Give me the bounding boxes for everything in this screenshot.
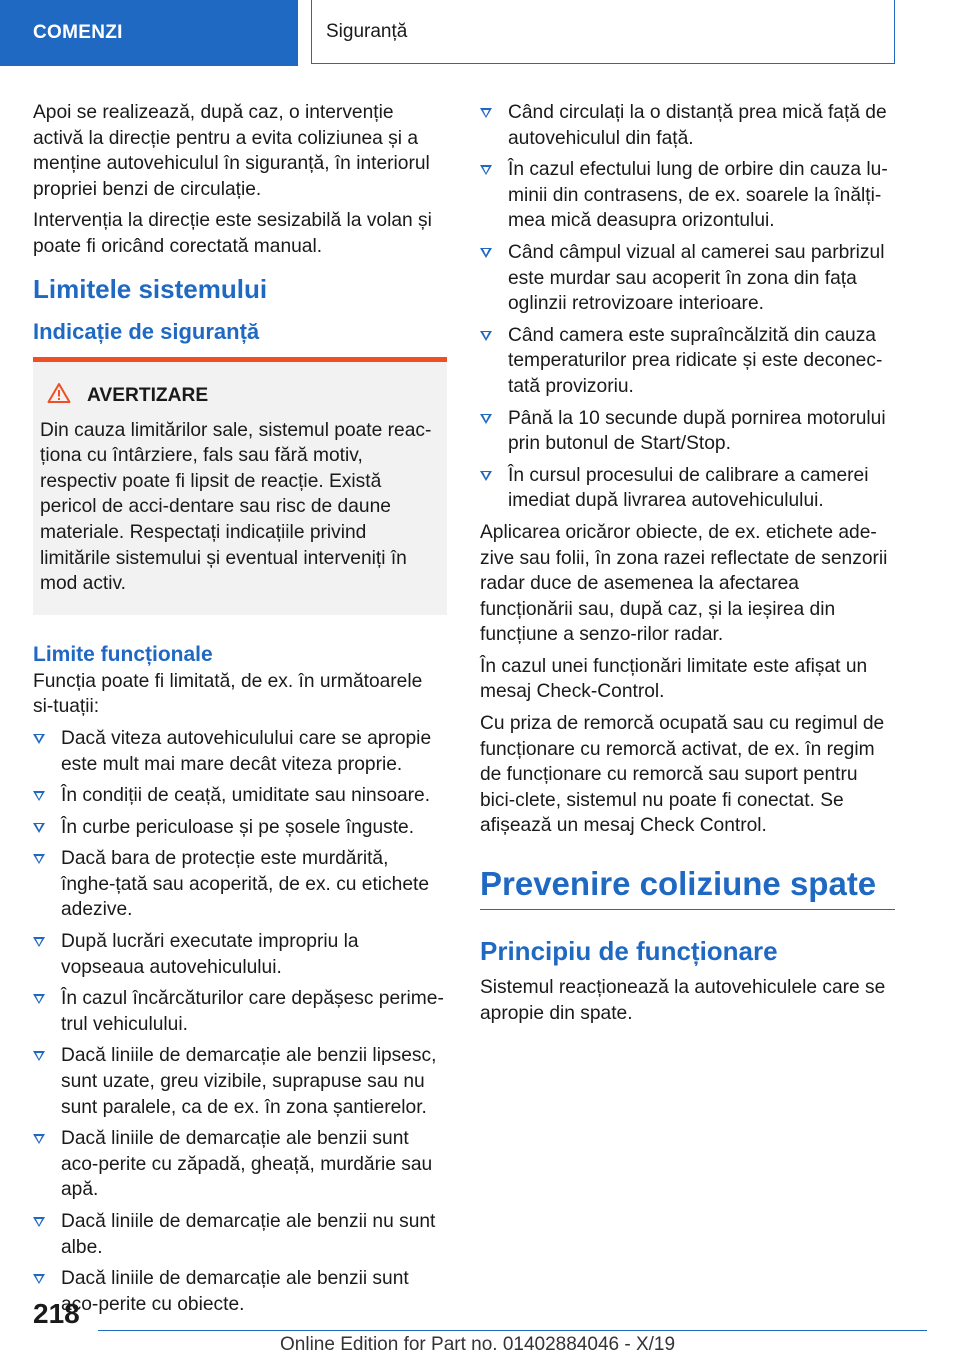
- triangle-bullet-icon: [33, 1274, 45, 1284]
- section-title: Siguranță: [311, 0, 895, 64]
- warning-triangle-icon: [47, 382, 71, 410]
- radar-paragraph: Aplicarea oricăror obiecte, de ex. etichete ade-zive sau folii, în zona razei reflectate de senzorii radar duce de asemenea la afectarea funcționării sau, după caz, și la ieșirea din funcțiune a senzo-rilor radar.: [480, 521, 888, 646]
- list-item: În curbe periculoase și pe șosele înguste.: [33, 815, 447, 841]
- list-item: În condiții de ceață, umiditate sau ninsoare.: [33, 783, 447, 809]
- triangle-bullet-icon: [33, 734, 45, 744]
- triangle-bullet-icon: [33, 854, 45, 864]
- list-item: Dacă liniile de demarcație ale benzii sunt aco-perite cu obiecte.: [33, 1266, 447, 1317]
- triangle-bullet-icon: [480, 414, 492, 424]
- triangle-bullet-icon: [33, 994, 45, 1004]
- list-item: Dacă liniile de demarcație ale benzii nu sunt albe.: [33, 1209, 447, 1260]
- intro-paragraph-2: Intervenția la direcție este sesizabilă la volan și poate fi oricând corectată manual.: [33, 210, 432, 257]
- warning-box: [33, 357, 447, 615]
- triangle-bullet-icon: [480, 331, 492, 341]
- list-item: Când câmpul vizual al camerei sau parbrizul este murdar sau acoperit în zona din fața oglinzii retrovizoare interioare.: [480, 240, 895, 317]
- triangle-bullet-icon: [33, 791, 45, 801]
- triangle-bullet-icon: [480, 165, 492, 175]
- triangle-bullet-icon: [33, 823, 45, 833]
- list-item: În cursul procesului de calibrare a camerei imediat după livrarea autovehiculului.: [480, 463, 895, 514]
- chapter-tab: COMENZI: [0, 0, 298, 66]
- functional-intro: Funcția poate fi limitată, de ex. în următoarele si-tuații:: [33, 670, 423, 718]
- principle-paragraph: Sistemul reacționează la autovehiculele care se apropie din spate.: [480, 977, 886, 1024]
- heading-system-limits: Limitele sistemului: [33, 273, 268, 304]
- heading-safety-note: Indicație de siguranță: [33, 318, 260, 344]
- trailer-paragraph: Cu priza de remorcă ocupată sau cu regimul de funcționare cu remorcă activat, de ex. în regim de funcționare cu remorcă sau suport pentru bici-clete, sistemul nu poate fi conectat. Se afișează un mesaj Check Control.: [480, 713, 885, 837]
- left-column: [33, 100, 447, 1323]
- list-item: Dacă bara de protecție este murdărită, înghe-țată sau acoperită, de ex. cu etichete adezive.: [33, 846, 447, 923]
- warning-title: AVERTIZARE: [87, 384, 209, 406]
- triangle-bullet-icon: [33, 1217, 45, 1227]
- list-item: Când camera este supraîncălzită din cauza temperaturilor prea ridicate și este deconec-tată provizoriu.: [480, 323, 895, 400]
- list-item: Dacă viteza autovehiculului care se apropie este mult mai mare decât viteza proprie.: [33, 726, 447, 777]
- right-column: [480, 100, 895, 1032]
- triangle-bullet-icon: [480, 248, 492, 258]
- list-item: După lucrări executate impropriu la vopseaua autovehiculului.: [33, 929, 447, 980]
- camera-limits-list: [480, 100, 895, 514]
- triangle-bullet-icon: [33, 1051, 45, 1061]
- heading-principle: Principiu de funcționare: [480, 936, 778, 967]
- warning-header: [40, 382, 440, 410]
- heading-rear-collision: Prevenire coliziune spate: [480, 865, 895, 910]
- triangle-bullet-icon: [480, 108, 492, 118]
- list-item: În cazul efectului lung de orbire din cauza lu-minii din contrasens, de ex. soarele la înălți-mea mică deasupra orizontului.: [480, 157, 895, 234]
- check-control-paragraph: În cazul unei funcționări limitate este afișat un mesaj Check-Control.: [480, 655, 868, 703]
- footer-edition: Online Edition for Part no. 01402884046 - X/19: [280, 1334, 676, 1355]
- list-item: Dacă liniile de demarcație ale benzii sunt aco-perite cu zăpadă, gheață, murdărie sau apă.: [33, 1126, 447, 1203]
- list-item: Până la 10 secunde după pornirea motorului prin butonul de Start/Stop.: [480, 406, 895, 457]
- triangle-bullet-icon: [33, 937, 45, 947]
- list-item: Când circulați la o distanță prea mică față de autovehiculul din față.: [480, 100, 895, 151]
- footer-divider: [98, 1330, 927, 1331]
- triangle-bullet-icon: [33, 1134, 45, 1144]
- triangle-bullet-icon: [480, 471, 492, 481]
- page-number: 218: [33, 1298, 80, 1329]
- list-item: În cazul încărcăturilor care depășesc perime-trul vehiculului.: [33, 986, 447, 1037]
- warning-text: Din cauza limitărilor sale, sistemul poate reac-ționa cu întârziere, fals sau fără motiv, respectiv poate fi lipsit de reacție. Există pericol de acci-dentare sau risc de daune materiale. Respectați indicațiile privind limitările sistemului și eventual interveniți în mod activ.: [40, 419, 432, 595]
- list-item: Dacă liniile de demarcație ale benzii lipsesc, sunt uzate, greu vizibile, suprapuse sau nu sunt paralele, ca de ex. în zona șantierelor.: [33, 1043, 447, 1120]
- heading-functional-limits: Limite funcționale: [33, 642, 213, 666]
- functional-limits-list: [33, 726, 447, 1317]
- intro-paragraph-1: Apoi se realizează, după caz, o intervenție activă la direcție pentru a evita coliziunea și a menține autovehiculul în siguranță, în interiorul propriei benzi de circulație.: [33, 102, 430, 200]
